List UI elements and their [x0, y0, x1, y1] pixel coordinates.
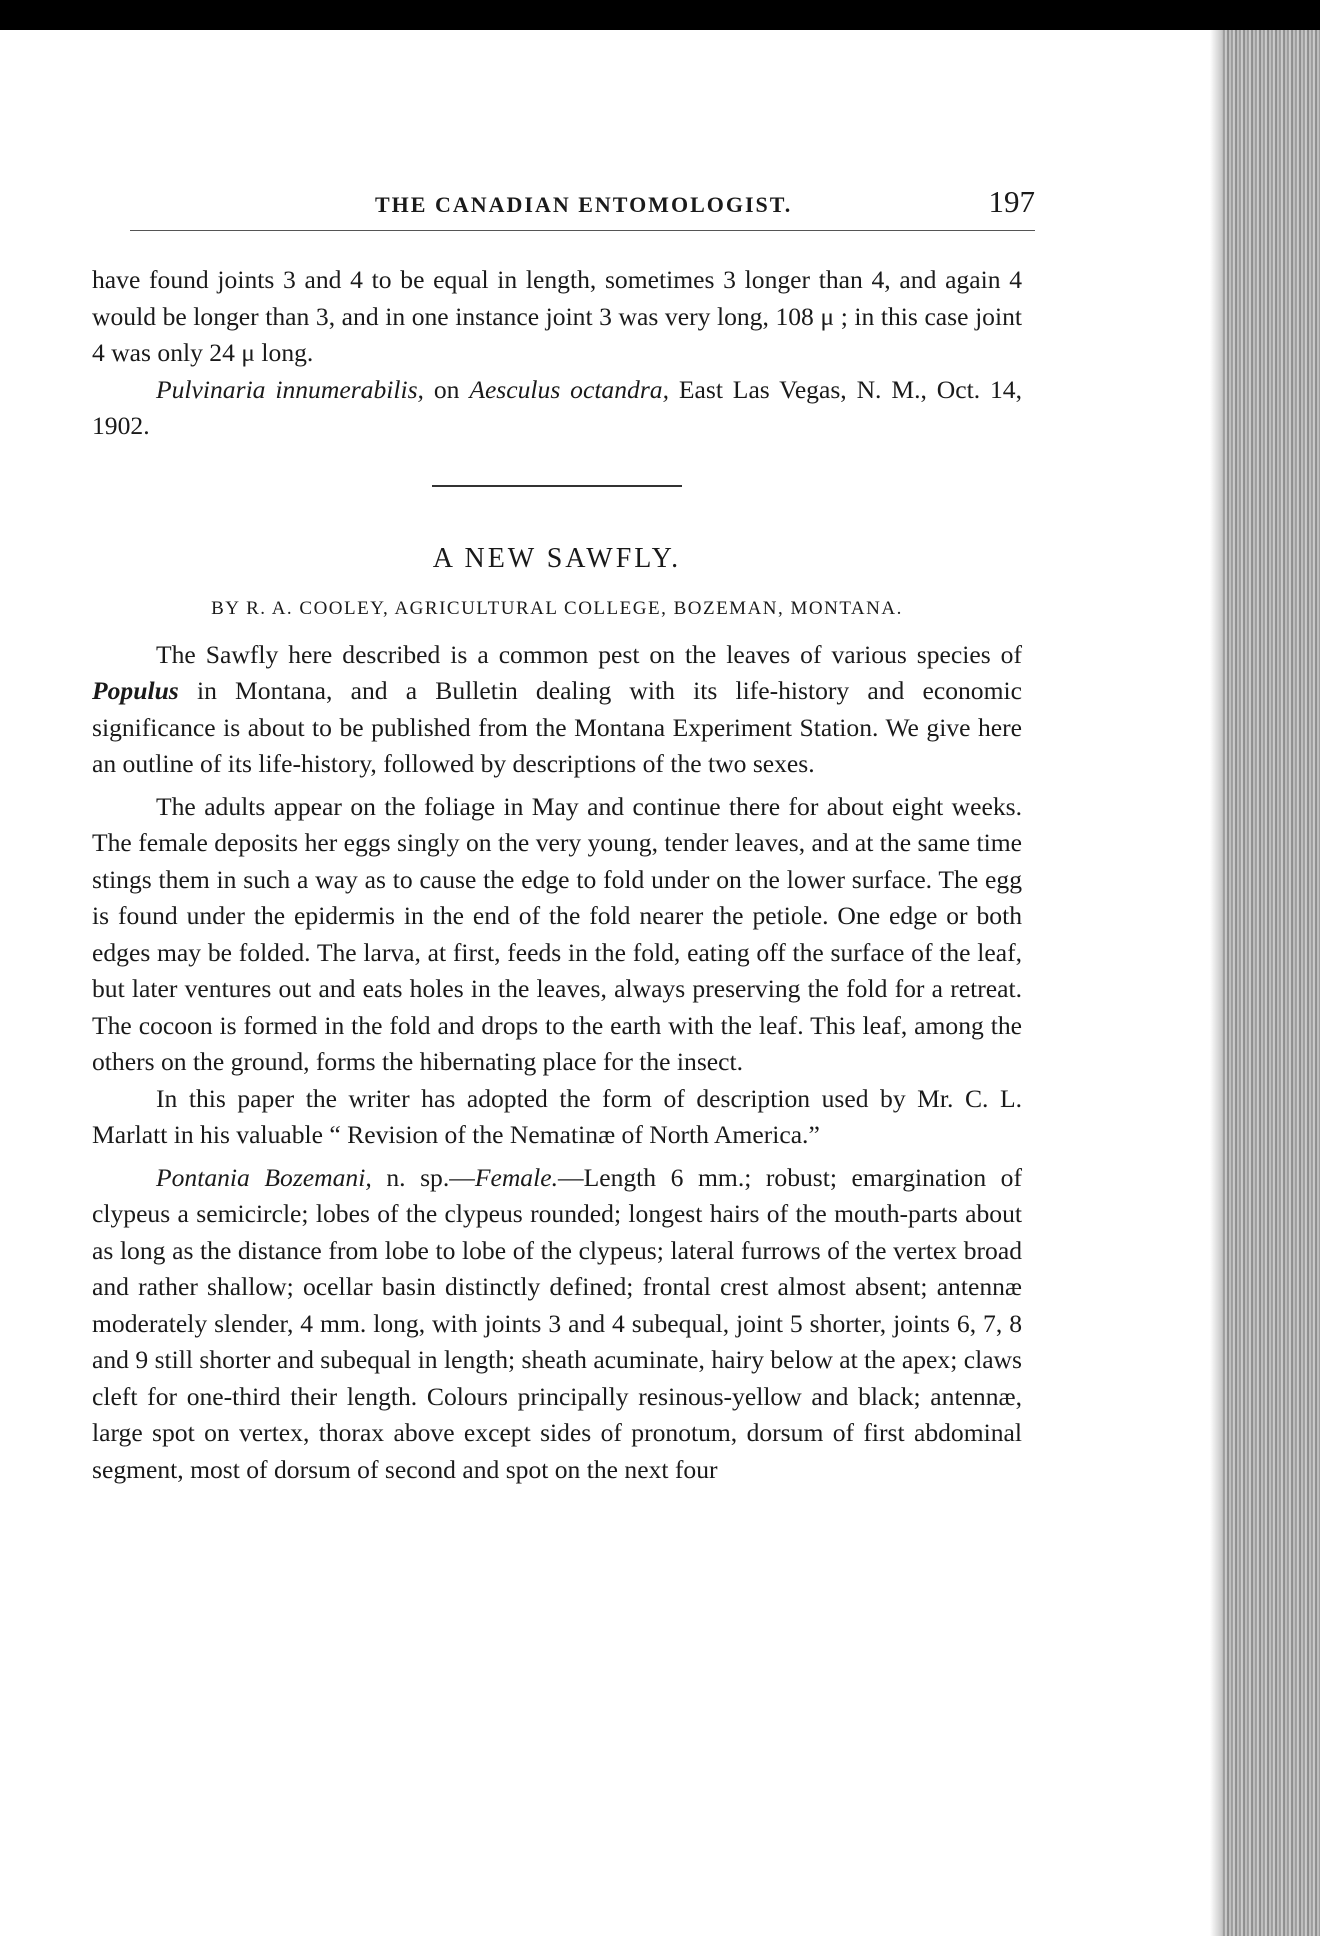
page-body: [92, 262, 1022, 1488]
article-byline: BY R. A. COOLEY, AGRICULTURAL COLLEGE, BOZEMAN, MONTANA.: [211, 597, 903, 619]
page-number: 197: [988, 184, 1035, 219]
header-rule: [130, 230, 1035, 231]
description-species: Pontania Bozemani,: [156, 1162, 372, 1192]
running-head: [130, 168, 1035, 238]
scan-top-border: [0, 0, 1320, 30]
genus-populus: Populus: [92, 676, 179, 705]
paragraph-life-history: The adults appear on the foliage in May and continue there for about eight weeks. The female deposits her eggs singly on the very young, tender leaves, and at the same time stings them in such a way as to cause the edge to fold under on the lower surface. The egg is found under the epidermis in the end of the fold nearer the petiole. One edge or both edges may be folded. The larva, at first, feeds in the fold, eating off the surface of the leaf, but later ventures out and eats holes in the leaves, always preserving the fold for a retreat. The cocoon is formed in the fold and drops to the earth with the leaf. This leaf, among the others on the ground, forms the hibernating place for the insect.: [92, 791, 1022, 1076]
book-page-edges: [1222, 30, 1320, 1936]
journal-title: THE CANADIAN ENTOMOLOGIST.: [375, 192, 793, 217]
record-on: on: [423, 374, 470, 404]
record-host: Aesculus octandra,: [469, 374, 669, 404]
paragraph-method: In this paper the writer has adopted the form of description used by Mr. C. L. Marlatt in his valuable “ Revision of the Nematinæ of North America.”: [92, 1083, 1022, 1149]
description-sex: Female.: [474, 1162, 558, 1192]
paragraph-description: [92, 1160, 1022, 1489]
continuation-paragraph: have found joints 3 and 4 to be equal in length, sometimes 3 longer than 4, and again 4 would be longer than 3, and in one instance joint 3 was very long, 108 μ ; in this case joint 4 was only 24 μ long.: [92, 265, 1022, 367]
description-nsp: n. sp.—: [371, 1162, 475, 1192]
article-title: A NEW SAWFLY.: [432, 542, 682, 574]
description-text: —Length 6 mm.; robust; emargination of clypeus a semicircle; lobes of the clypeus rounded; longest hairs of the mouth-parts about as long as the distance from lobe to lobe of the clypeus; lateral furrows of the vertex broad and rather shallow; ocellar basin distinctly defined; frontal crest almost absent; antennæ moderately slender, 4 mm. long, with joints 3 and 4 subequal, joint 5 shorter, joints 6, 7, 8 and 9 still shorter and subequal in length; sheath acuminate, hairy below at the apex; claws cleft for one-third their length. Colours principally resinous-yellow and black; antennæ, large spot on vertex, thorax above except sides of pronotum, dorsum of first abdominal segment, most of dorsum of second and spot on the next four: [92, 1162, 1022, 1484]
record-paragraph: [92, 372, 1022, 445]
record-species: Pulvinaria innumerabilis,: [156, 374, 424, 404]
record-locality: East Las Vegas, N. M., Oct. 14, 1902.: [92, 374, 1022, 440]
paragraph-intro: The Sawfly here described is a common pest on the leaves of various species of Populus in Montana, and a Bulletin dealing with its life-history and economic significance is about to be published from the Montana Experiment Station. We give here an outline of its life-history, followed by descriptions of the two sexes.: [92, 639, 1022, 778]
section-separator: [432, 485, 682, 487]
